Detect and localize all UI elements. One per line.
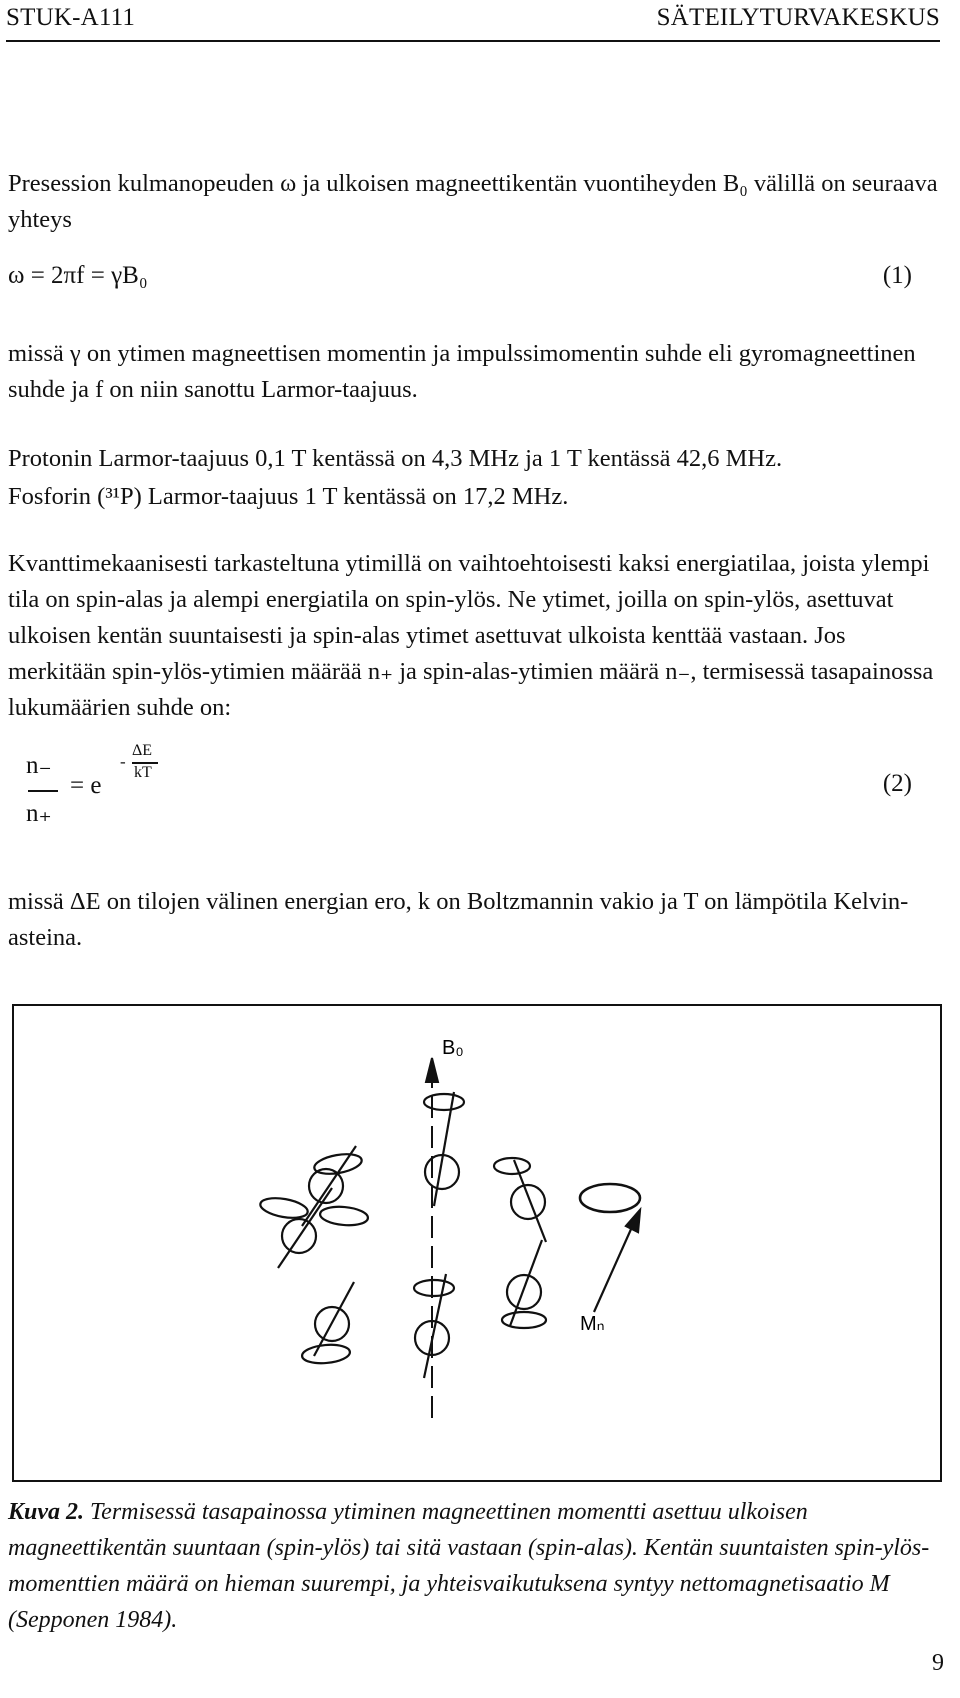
spin-up-1 (302, 1146, 363, 1226)
spin-up-6 (502, 1240, 546, 1328)
header-left: STUK-A111 (6, 4, 136, 31)
spins (259, 1092, 640, 1378)
eq2-exponent-denominator: kT (134, 764, 152, 781)
eq2-exponent-sign: - (120, 752, 126, 771)
equation-2-number: (2) (882, 770, 912, 797)
paragraph-precession: Presession kulmanopeuden ω ja ulkoisen magneettikentän vuontiheyden B₀ välillä on seuraava yhteys (8, 170, 938, 233)
figure-caption (8, 1494, 948, 1638)
net-magnetization (580, 1184, 640, 1312)
paragraph-phosphorus-larmor: Fosforin (³¹P) Larmor-taajuus 1 T kentässä on 17,2 MHz. (8, 483, 569, 510)
spin-up-4 (424, 1092, 464, 1206)
equation-1-number: (1) (882, 262, 912, 289)
spin-diagram (14, 1006, 940, 1480)
caption-text: Termisessä tasapainossa ytiminen magneettinen momentti asettuu ulkoisen magneettikentän suuntaan (spin-ylös) tai sitä vastaan (spin-alas). Kentän suuntaisten spin-ylös-momenttien määrä on hieman suurempi, ja yhteisvaikutuksena syntyy nettomagnetisaatio M (Sepponen 1984). (8, 1499, 930, 1633)
paragraph-gyromagnetic: missä γ on ytimen magneettisen momentin ja impulssimomentin suhde eli gyromagneettinen suhde ja f on niin sanottu Larmor-taajuus. (8, 340, 916, 403)
spin-up-5 (414, 1274, 454, 1378)
field-axis (426, 1058, 438, 1426)
field-label: B₀ (442, 1037, 464, 1059)
magnetization-label: Mₙ (580, 1313, 605, 1335)
eq2-denominator: n₊ (26, 800, 52, 827)
eq2-numerator: n₋ (26, 752, 52, 779)
equation-2 (20, 742, 240, 848)
caption-label: Kuva 2. (8, 1499, 85, 1525)
paragraph-energy-difference: missä ΔE on tilojen välinen energian ero, k on Boltzmannin vakio ja T on lämpötila Kelvin-asteina. (8, 888, 909, 951)
equation-1: ω = 2πf = γB₀ (8, 262, 148, 289)
header-rule (6, 40, 940, 42)
header-right: SÄTEILYTURVAKESKUS (656, 4, 940, 31)
paragraph-proton-larmor: Protonin Larmor-taajuus 0,1 T kentässä on 4,3 MHz ja 1 T kentässä 42,6 MHz. (8, 445, 783, 472)
figure-frame (12, 1004, 942, 1482)
spin-up-2 (259, 1188, 369, 1268)
eq2-fraction-bar (28, 790, 58, 792)
page-number: 9 (932, 1650, 944, 1676)
spin-down-1 (494, 1158, 546, 1242)
eq2-equals-e: = e (70, 772, 102, 799)
eq2-exponent-numerator: ΔE (132, 742, 153, 759)
spin-up-3 (301, 1282, 354, 1365)
paragraph-quantum: Kvanttimekaanisesti tarkasteltuna ytimillä on vaihtoehtoisesti kaksi energiatilaa, joista ylempi tila on spin-alas ja alempi energiatila on spin-ylös. Ne ytimet, joilla on spin-ylös, asettuvat ulkoisen kentän suuntaisesti ja spin-alas ytimet asettuvat ulkoista kenttää vastaan. Jos merkitään spin-ylös-ytimien määrää n₊ ja spin-alas-ytimien määrä n₋, termisessä tasapainossa lukumäärien suhde on: (8, 550, 934, 721)
